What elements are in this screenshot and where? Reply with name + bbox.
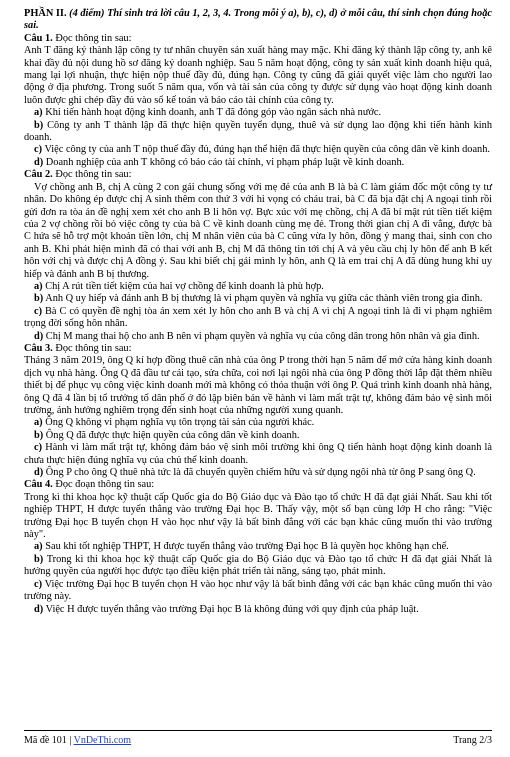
option-c: c) Hành vi làm mất trật tự, không đảm bảo vệ sinh môi trường khi ông Q tiến hành hoạt động kinh doanh là chưa thực hiện đúng nghĩa vụ của chủ thể kinh doanh. <box>24 442 492 466</box>
question-1 <box>24 33 492 169</box>
part-instruction: (4 điểm) Thí sinh trả lời câu 1, 2, 3, 4. Trong mỗi ý a), b), c), d) ở mỗi câu, thí sinh chọn đúng hoặc sai. <box>24 8 492 32</box>
option-a: a) Ông Q không vi phạm nghĩa vụ tôn trọng tài sản của người khác. <box>34 417 315 429</box>
option-a: a) Sau khi tốt nghiệp THPT, H được tuyển thẳng vào trường Đại học B là quyền học không hạn chế. <box>34 541 449 553</box>
option-b: b) Công ty anh T thành lập đã thực hiện quyền tuyển dụng, thuê và sử dụng lao động khi tiến hành kinh doanh. <box>24 119 492 144</box>
exam-content <box>24 8 492 616</box>
question-passage: Tháng 3 năm 2019, ông Q kí hợp đồng thuê căn nhà của ông P trong thời hạn 5 năm để mở cửa hàng kinh doanh dịch vụ nhà hàng. Ông Q đã đầu tư cải tạo, sửa chữa, coi nơi lại ngôi nhà của ông P đồng thời lắp đặt thêm nhiều thiết bị để phục vụ công việc kinh doanh mới mà không có thỏa thuận với ông P. Quá trình kinh doanh nhà hàng, ông Q đã 4 lần bị tổ trưởng tổ dân phố ở đó lập biên bản về hành vi làm mất trật tự, không đảm bảo vệ sinh môi trường, ảnh hưởng nghiêm trọng đến sinh hoạt của những người xung quanh. <box>24 355 492 416</box>
page-footer <box>24 730 492 747</box>
question-passage: Trong kì thi khoa học kỹ thuật cấp Quốc gia do Bộ Giáo dục và Đào tạo tổ chức H đã đạt giải Nhất. Sau khi tốt nghiệp THPT, H được tuyển thẳng vào trường Đại học B. Thấy vậy, một số bạn cùng lớp H cho rằng: "Việc trường Đại học B tuyển chọn H vào học như vậy là bất bình đẳng với các bạn khác cũng muốn thi vào trường này". <box>24 491 492 541</box>
question-passage: Anh T đăng ký thành lập công ty tư nhân chuyên sản xuất hàng may mặc. Khi đăng ký thành lập công ty, anh kê khai đầy đủ nội dung hồ sơ đăng ký doanh nghiệp. Sau 5 năm hoạt động, công ty sản xuất kinh doanh hiệu quả, mang lại lợi nhuận, thực hiện nộp thuế đầy đủ, đúng hạn. Công ty cũng đã giải quyết việc làm cho người lao động ở địa phương. Trong suốt 5 năm qua, vốn và tài sản của công ty được sử dụng vào hoạt động kinh doanh luôn được ghi chép đầy đủ vào sổ kế toán và báo cáo tài chính của công ty. <box>24 45 492 106</box>
option-b: b) Trong kì thi khoa học kỹ thuật cấp Quốc gia do Bộ Giáo dục và Đào tạo tổ chức H đã đạt giải Nhất là hưởng quyền của người học được tạo điều kiện phát triển tài năng, sáng tạo, phát minh. <box>24 553 492 578</box>
option-d: d) Việc H được tuyển thẳng vào trường Đại học B là không đúng với quy định của pháp luật. <box>34 603 419 615</box>
option-c: c) Bà C có quyền đề nghị tòa án xem xét ly hôn cho anh B và chị A vì chị A ngoại tình là đi vi phạm nghiêm trọng đời sống hôn nhân. <box>24 305 493 330</box>
question-2 <box>24 169 492 343</box>
option-a: a) Chị A rút tiền tiết kiệm của hai vợ chồng để kinh doanh là phù hợp. <box>34 280 324 292</box>
question-number: Câu 4. <box>24 479 53 491</box>
question-3 <box>24 343 492 479</box>
question-number: Câu 2. <box>24 169 53 181</box>
part-label: PHẦN II. <box>24 8 67 19</box>
part-heading <box>24 8 492 33</box>
option-d: d) Chị M mang thai hộ cho anh B nên vi phạm quyền và nghĩa vụ của công dân trong hôn nhân và gia đình. <box>34 330 480 342</box>
option-b: b) Ông Q đã được thực hiện quyền của công dân về kinh doanh. <box>34 429 300 441</box>
question-prompt: Đọc thông tin sau: <box>55 169 132 181</box>
question-4 <box>24 479 492 615</box>
question-number: Câu 1. <box>24 32 53 44</box>
question-prompt: Đọc đoạn thông tin sau: <box>55 479 155 491</box>
option-d: d) Doanh nghiệp của anh T không có báo cáo tài chính, vi phạm pháp luật về kinh doanh. <box>34 156 405 168</box>
option-d: d) Ông P cho ông Q thuê nhà tức là đã chuyển quyền chiếm hữu và sử dụng ngôi nhà từ ông P sang ông Q. <box>34 467 476 479</box>
option-a: a) Khi tiến hành hoạt động kinh doanh, anh T đã đóng góp vào ngân sách nhà nước. <box>34 107 382 119</box>
page-number: Trang 2/3 <box>453 735 492 746</box>
option-c: c) Việc trường Đại học B tuyển chọn H vào học như vậy là bất bình đẳng với các bạn khác cũng muốn thi vào trường này. <box>24 578 492 603</box>
question-prompt: Đọc thông tin sau: <box>55 32 132 44</box>
question-passage: Vợ chồng anh B, chị A cùng 2 con gái chung sống với mẹ đẻ của anh B là bà C làm giám đốc một công ty tư nhân. Do không ép được chị A sinh thêm con thứ 3 với hi vọng có cháu trai, bà C đã bịa đặt chị A ngoại tình rồi gửi đơn ra tòa án đề nghị xem xét cho anh B li hôn vợ. Bực xúc với mẹ chồng, chị A đã bí mật rút tiền tiết kiệm của 2 vợ chồng rồi bỏ việc công ty của bà C về kinh doanh cùng mẹ đẻ. Trong thời gian chị A đi vắng, được bà C hứa sẽ hỗ trợ một khoản tiền lớn, chị M nhân viên của bà C cũng vừa ly hôn, đồng ý mang thai, sinh con cho anh B. Khi phát hiện mình đã có thai với anh B, chị M đã thông tin tới chị A và yêu cầu chị ly hôn để anh B kết hôn với chị và được chị A đồng ý. Sau khi biết chị gái mình ly hôn, anh Q là em trai chị A đã dùng hung khí uy hiếp và đánh anh B bị thương. <box>24 181 492 280</box>
option-b: b) Anh Q uy hiếp và đánh anh B bị thương là vi phạm quyền và nghĩa vụ giữa các thành viên trong gia đình. <box>34 293 483 305</box>
option-c: c) Việc công ty của anh T nộp thuế đầy đủ, đúng hạn thể hiện đã thực hiện quyền của công dân về kinh doanh. <box>34 144 490 156</box>
site-link[interactable]: VnDeThi.com <box>73 735 132 746</box>
question-number: Câu 3. <box>24 342 53 354</box>
exam-code: Mã đề 101 | VnDeThi.com <box>24 735 132 746</box>
question-prompt: Đọc thông tin sau: <box>55 342 132 354</box>
